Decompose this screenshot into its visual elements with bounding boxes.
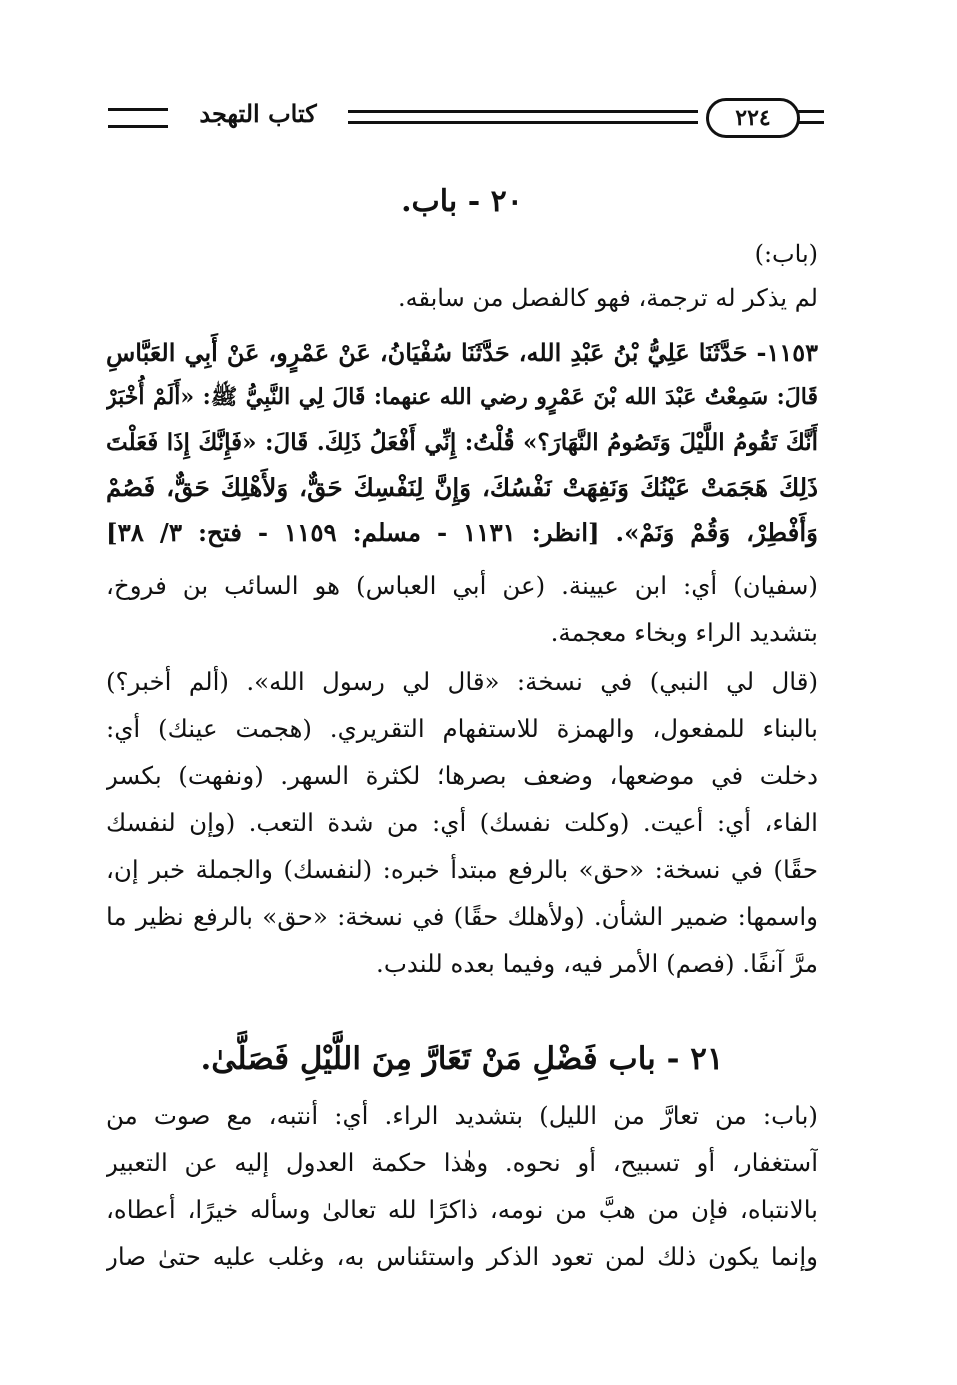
commentary-paragraph-2 [106,658,818,987]
hadith-line: وَأَفْطِرْ، وَقُمْ وَنَمْ». [انظر: ١١٣١ - مسلم: ١١٥٩ - فتح: ٣/ ٣٨] [106,518,818,547]
commentary-line: وإنما يكون ذلك لمن تعود الذكر واستئناس به، وغلب عليه حتىٰ صار [106,1242,818,1271]
commentary-line: مرَّ آنفًا. (فصم) الأمر فيه، وفيما بعده للندب. [376,949,818,978]
chapter-21-heading: ٢١ - باب فَضْلِ مَنْ تَعَارَّ مِنَ اللَّيْلِ فَصَلَّىٰ. [200,1041,724,1077]
chapter-21-commentary [106,1092,818,1280]
page-number: ٢٢٤ [706,98,800,138]
header-rule-right [798,110,824,124]
hadith-line: ذَلِكَ هَجَمَتْ عَيْنُكَ وَنَفِهَتْ نَفْسُكَ، وَإِنَّ لِنَفْسِكَ حَقٌّ، وَلأَهْلِكَ حَقٌّ، فَصُمْ [106,473,818,502]
commentary-line: دخلت في موضعها، وضعف بصرها؛ لكثرة السهر. (ونفهت) بكسر [106,761,818,790]
commentary-line: واسمها: ضمير الشأن. (ولأهلك حقًا) في نسخة: «حق» بالرفع نظير ما [106,902,818,931]
intro-line: لم يذكر له ترجمة، فهو كالفصل من سابقه. [397,284,818,312]
commentary-line: بتشديد الراء وبخاء معجمة. [550,618,818,647]
hadith-1153 [106,330,818,555]
intro-line: (باب:) [754,240,818,268]
commentary-line: الفاء، أي: أعيت. (وكلت نفسك) أي: من شدة التعب. (وإن لنفسك [106,808,818,837]
hadith-line: قَالَ: سَمِعْتُ عَبْدَ الله بْنَ عَمْرٍو رضي الله عنهما: قَالَ لِي النَّبِيُّ ﷺ: «أَلَمْ أُخْبَرْ [106,384,818,410]
commentary-line: (قال لي النبي) في نسخة: «قال لي رسول الله». (ألم أخبر؟) [106,667,818,696]
book-title: كتاب التهجد [199,99,317,128]
header-rule-left [108,108,168,128]
hadith-line: ١١٥٣- حَدَّثَنَا عَلِيُّ بْنُ عَبْدِ الله، حَدَّثَنَا سُفْيَانُ، عَنْ عَمْرٍو، عَنْ أَبِي العَبَّاسِ [106,338,818,367]
chapter-20-heading: ٢٠ - باب. [401,184,523,219]
running-header [108,96,824,140]
hadith-line: أَنَّكَ تَقُومُ اللَّيْلَ وَتَصُومُ النَّهَارَ؟» قُلْتُ: إِنِّي أَفْعَلُ ذَلِكَ. قَالَ: «فَإِنَّكَ إِذَا فَعَلْتَ [106,429,818,456]
commentary-paragraph-1 [106,562,818,656]
commentary-line: (سفيان) أي: ابن عيينة. (عن أبي العباس) هو السائب بن فروخ، [106,571,818,600]
header-rule-middle [348,110,698,124]
commentary-line: آستغفار، أو تسبيح، أو نحوه. وهٰذا حكمة العدول إليه عن التعبير [106,1148,818,1177]
commentary-line: حقًا) في نسخة: «حق» بالرفع مبتدأ خبره: (لنفسك) والجملة خبر إن، [106,855,818,884]
commentary-line: بالانتباه، فإن من هبَّ من نومه، ذاكرًا لله تعالىٰ وسأله خيرًا، أعطاه، [106,1195,818,1224]
chapter-20-intro [106,232,818,320]
commentary-line: (باب: من تعارَّ من الليل) بتشديد الراء. أي: أنتبه، مع صوت من [106,1101,818,1130]
commentary-line: بالبناء للمفعول، والهمزة للاستفهام التقريري. (هجمت عينك) أي: [106,714,818,743]
